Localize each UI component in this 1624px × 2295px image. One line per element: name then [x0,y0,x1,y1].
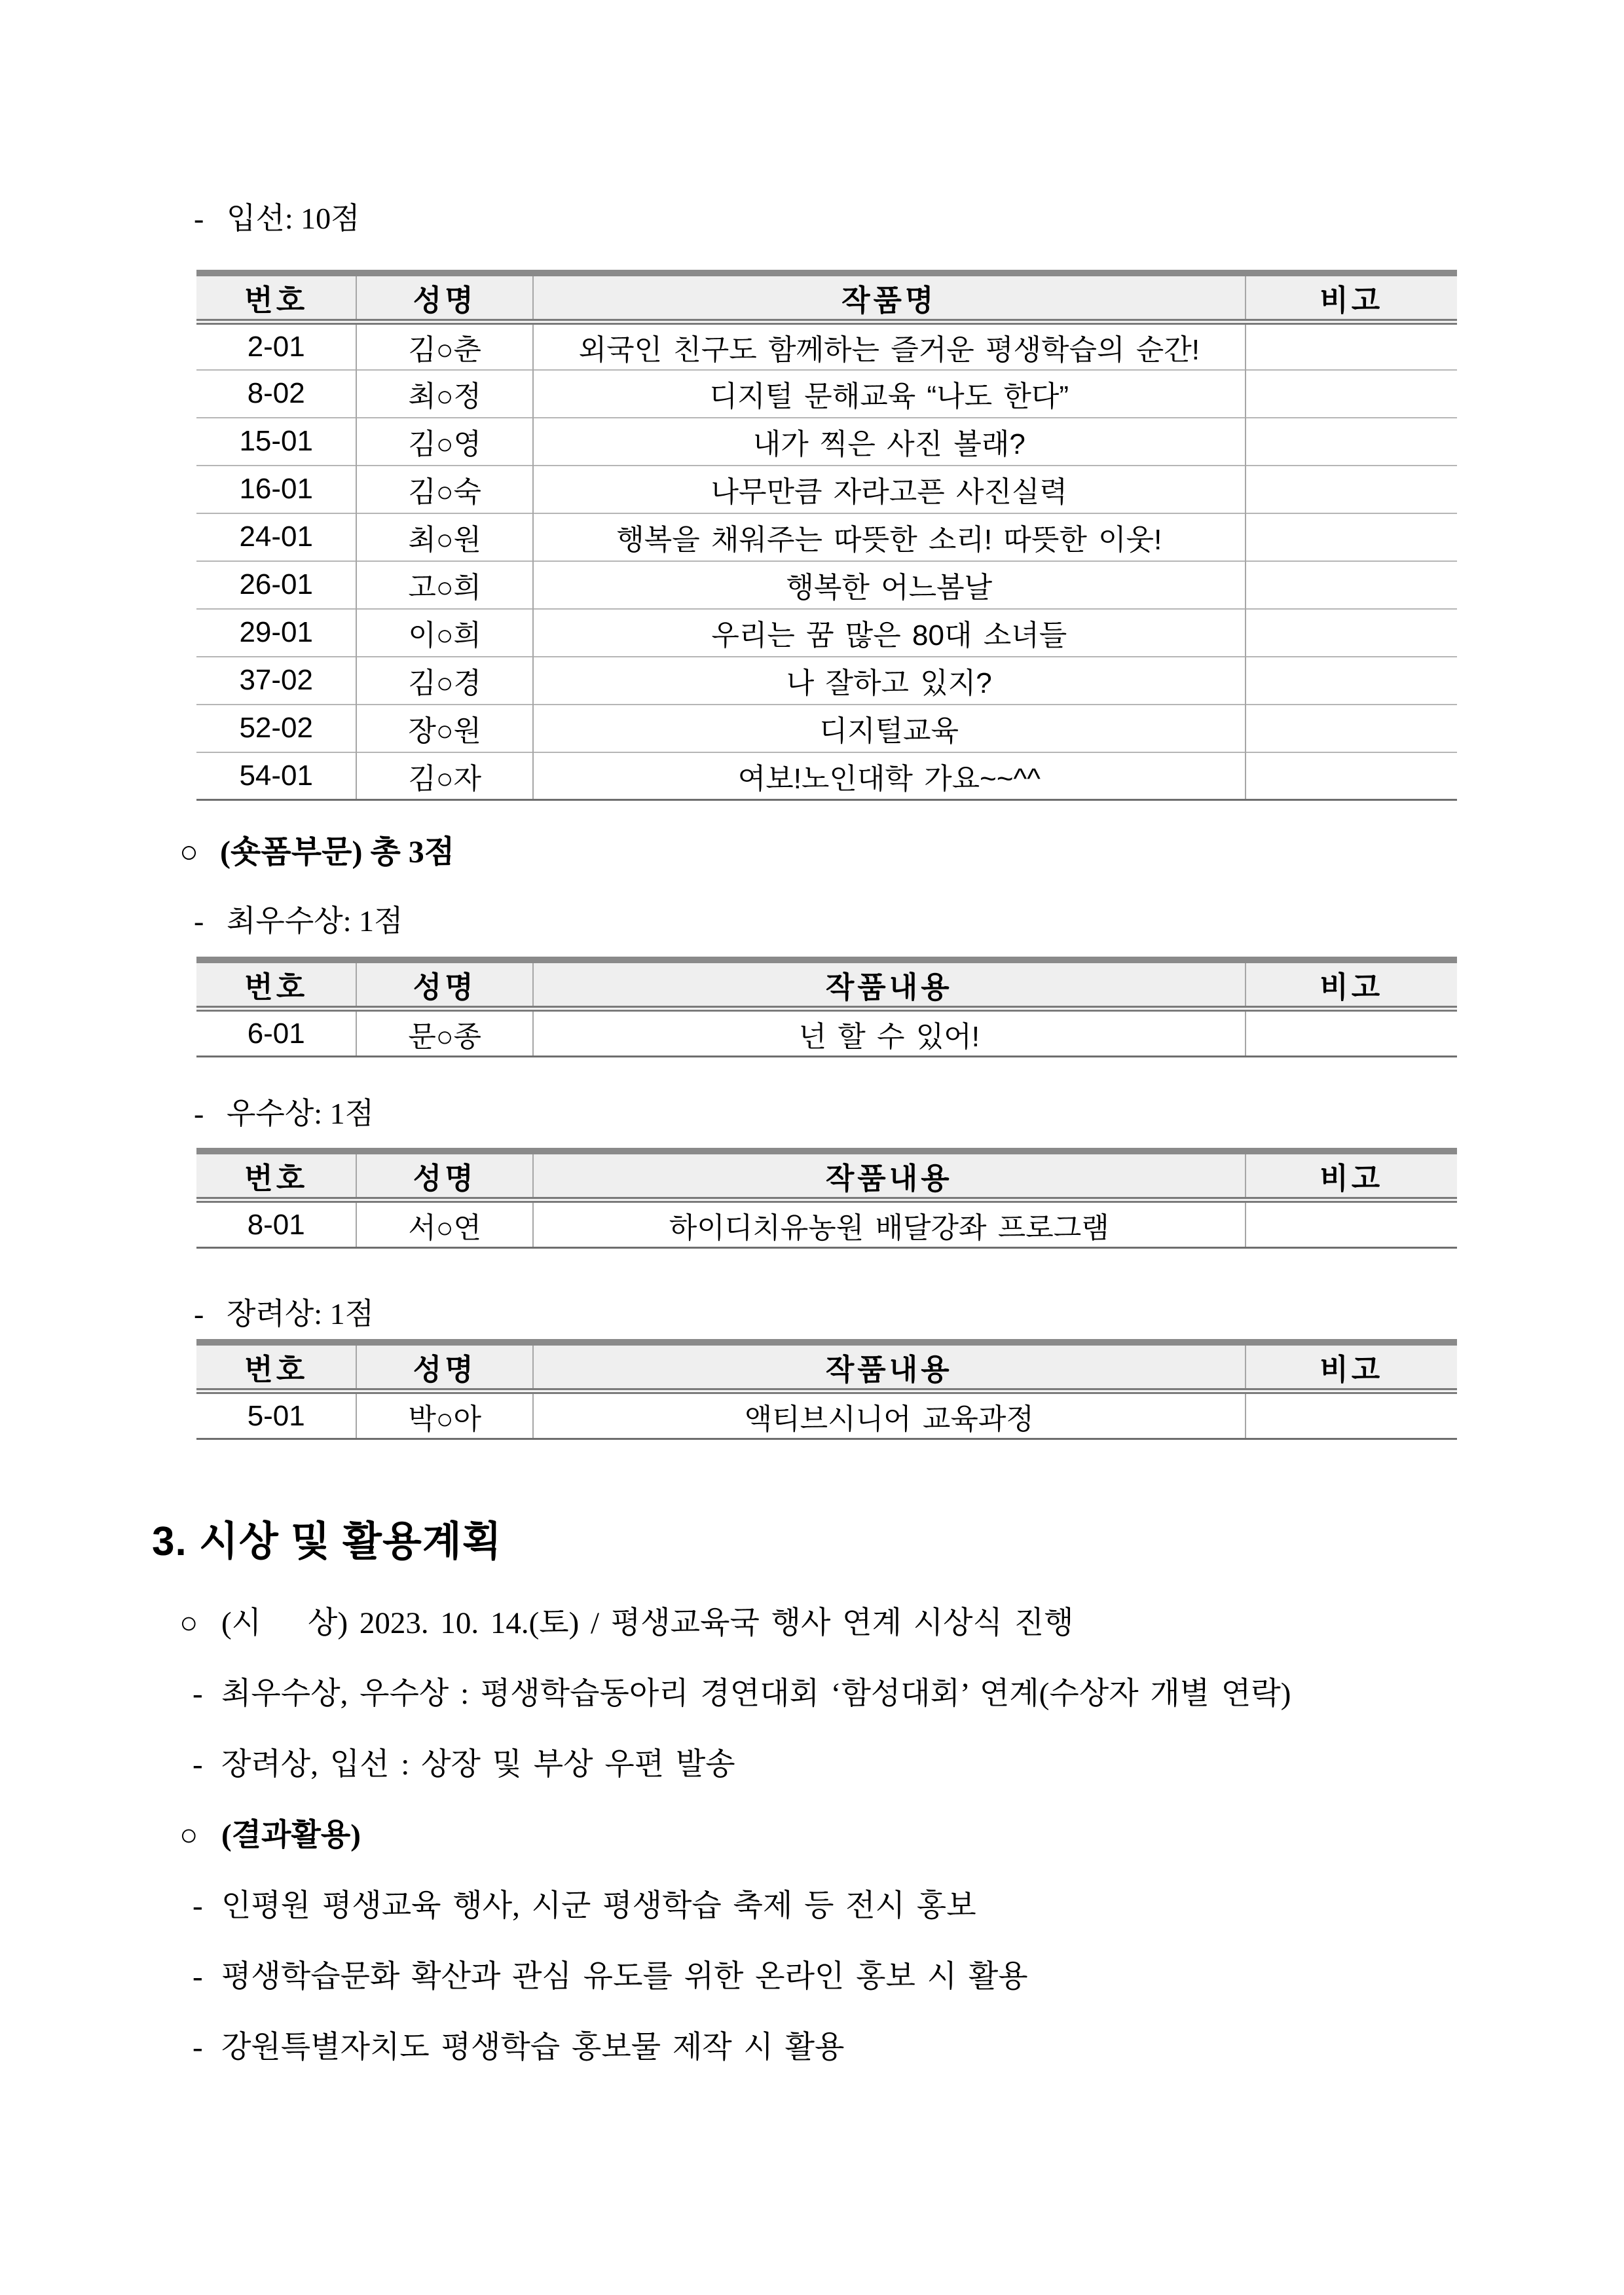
header-row [196,1342,1457,1391]
table-cell [1246,513,1457,561]
table-cell [1246,370,1457,418]
plan-item-text: 최우수상, 우수상 : 평생학습동아리 경연대회 ‘함성대회’ 연계(수상자 개별 연락) [221,1677,1291,1711]
dash-bullet: - [193,1960,203,1994]
circle-bullet: ○ [179,835,198,870]
table-cell: 디지털 문해교육 “나도 한다” [533,370,1246,418]
table-cell: 하이디치유농원 배달강좌 프로그램 [533,1200,1246,1248]
column-header: 작품명 [533,273,1246,322]
table-cell: 나무만큼 자라고픈 사진실력 [533,466,1246,513]
heading-shortform-section [179,832,1464,873]
heading-top-award-text: 최우수상: 1점 [227,904,403,938]
column-header: 작품내용 [533,960,1246,1009]
table-row [196,418,1457,466]
table-row [196,1200,1457,1248]
table-cell: 최○정 [356,370,533,418]
table-row [196,1391,1457,1439]
column-header: 성명 [356,273,533,322]
table-cell: 37-02 [196,657,356,705]
heading-excellence-text: 우수상: 1점 [227,1097,375,1130]
heading-encouragement-award [194,1294,1464,1334]
column-header: 작품내용 [533,1342,1246,1391]
table-cell: 5-01 [247,1399,305,1432]
plan-item [179,1887,1464,1925]
plan-item-text: 장려상, 입선 : 상장 및 부상 우편 발송 [221,1748,735,1782]
table-cell [1246,466,1457,513]
table-cell: 김○숙 [356,466,533,513]
column-header: 작품내용 [533,1151,1246,1200]
heading-ipseon-text: 입선: 10점 [227,202,360,235]
table-cell [1246,1200,1457,1248]
excellence-award-table [196,1148,1457,1249]
heading-shortform-text: (숏폼부문) 총 3점 [220,835,455,870]
table-cell: 내가 찍은 사진 볼래? [533,418,1246,466]
table-cell: 디지털교육 [533,705,1246,752]
table-row [196,752,1457,800]
plan-item-text: (시 상) 2023. 10. 14.(토) / 평생교육국 행사 연계 시상식 진행 [221,1606,1074,1640]
table-cell [1246,1391,1457,1439]
table-cell: 우리는 꿈 많은 80대 소녀들 [533,609,1246,657]
table-cell: 행복한 어느봄날 [533,561,1246,609]
table-cell: 26-01 [196,561,356,609]
table-cell: 김○경 [356,657,533,705]
table-cell [1246,752,1457,800]
table-cell [1246,705,1457,752]
heading-excellence-award [194,1094,1464,1133]
table-row [196,513,1457,561]
table-cell [1246,418,1457,466]
table-cell [1246,561,1457,609]
table-cell: 외국인 친구도 함께하는 즐거운 평생학습의 순간! [533,322,1246,370]
section-title: 3. 시상 및 활용계획 [152,1519,502,1564]
table-cell [1246,1009,1457,1057]
table-row [196,322,1457,370]
dash-bullet: - [194,904,204,938]
dash-bullet: - [194,1297,204,1331]
table-cell: 2-01 [247,330,305,363]
table-row [196,609,1457,657]
dash-bullet: - [193,1677,203,1711]
dash-bullet: - [194,1097,204,1130]
column-header: 비고 [1246,1342,1457,1391]
table-cell: 김○영 [356,418,533,466]
table-cell: 최○원 [356,513,533,561]
heading-top-award [194,902,1464,941]
dash-bullet: - [193,1889,203,1923]
plan-item [179,1675,1464,1713]
table-cell: 박○아 [356,1391,533,1439]
circle-bullet: ○ [179,1818,198,1852]
table-cell: 행복을 채워주는 따뜻한 소리! 따뜻한 이웃! [533,513,1246,561]
table-row [196,657,1457,705]
table-cell: 24-01 [196,513,356,561]
plan-item [179,1746,1464,1784]
plan-item-text: 강원특별자치도 평생학습 홍보물 제작 시 활용 [221,2030,845,2065]
table-cell: 나 잘하고 있지? [533,657,1246,705]
header-row [196,960,1457,1009]
table-row [196,370,1457,418]
table-cell: 고○희 [356,561,533,609]
plan-item [179,2029,1464,2066]
plan-item [179,1604,1464,1642]
table-row [196,561,1457,609]
column-header: 번호 [196,273,356,322]
table-cell: 서○연 [356,1200,533,1248]
table-cell: 김○춘 [356,322,533,370]
table-cell: 15-01 [196,418,356,466]
column-header: 비고 [1246,1151,1457,1200]
dash-bullet: - [194,202,204,235]
column-header: 번호 [196,1342,356,1391]
table-cell: 여보!노인대학 가요~~^^ [533,752,1246,800]
table-cell: 52-02 [196,705,356,752]
plan-item-text: 인평원 평생교육 행사, 시군 평생학습 축제 등 전시 홍보 [221,1889,976,1923]
encouragement-award-table [196,1339,1457,1440]
table-cell: 29-01 [196,609,356,657]
header-row [196,1151,1457,1200]
table-cell: 액티브시니어 교육과정 [533,1391,1246,1439]
plan-item [179,1816,1464,1854]
dash-bullet: - [193,2030,203,2065]
table-cell [1246,609,1457,657]
plan-item [179,1958,1464,1996]
table-row [196,705,1457,752]
plan-item-label: (결과활용) [221,1818,361,1852]
table-cell [1246,322,1457,370]
heading-ipseon [194,199,1464,238]
table-cell: 8-02 [196,370,356,418]
column-header: 성명 [356,960,533,1009]
table-row [196,466,1457,513]
table-cell: 김○자 [356,752,533,800]
table-cell: 8-01 [247,1208,305,1241]
table-row [196,1009,1457,1057]
circle-bullet: ○ [179,1606,198,1640]
table-cell: 16-01 [196,466,356,513]
column-header: 성명 [356,1151,533,1200]
dash-bullet: - [193,1748,203,1782]
heading-encouragement-text: 장려상: 1점 [227,1297,375,1331]
table-cell: 54-01 [196,752,356,800]
table-cell: 장○원 [356,705,533,752]
ipseon-table [196,270,1457,801]
table-cell: 넌 할 수 있어! [533,1009,1246,1057]
section3-plan-list [152,1604,1464,2066]
table-cell: 6-01 [247,1017,305,1050]
top-award-table [196,957,1457,1057]
column-header: 번호 [196,960,356,1009]
column-header: 성명 [356,1342,533,1391]
header-row [196,273,1457,322]
table-cell [1246,657,1457,705]
column-header: 비고 [1246,960,1457,1009]
column-header: 번호 [196,1151,356,1200]
plan-item-text: 평생학습문화 확산과 관심 유도를 위한 온라인 홍보 시 활용 [221,1960,1028,1994]
table-cell: 문○종 [356,1009,533,1057]
column-header: 비고 [1246,273,1457,322]
table-cell: 이○희 [356,609,533,657]
